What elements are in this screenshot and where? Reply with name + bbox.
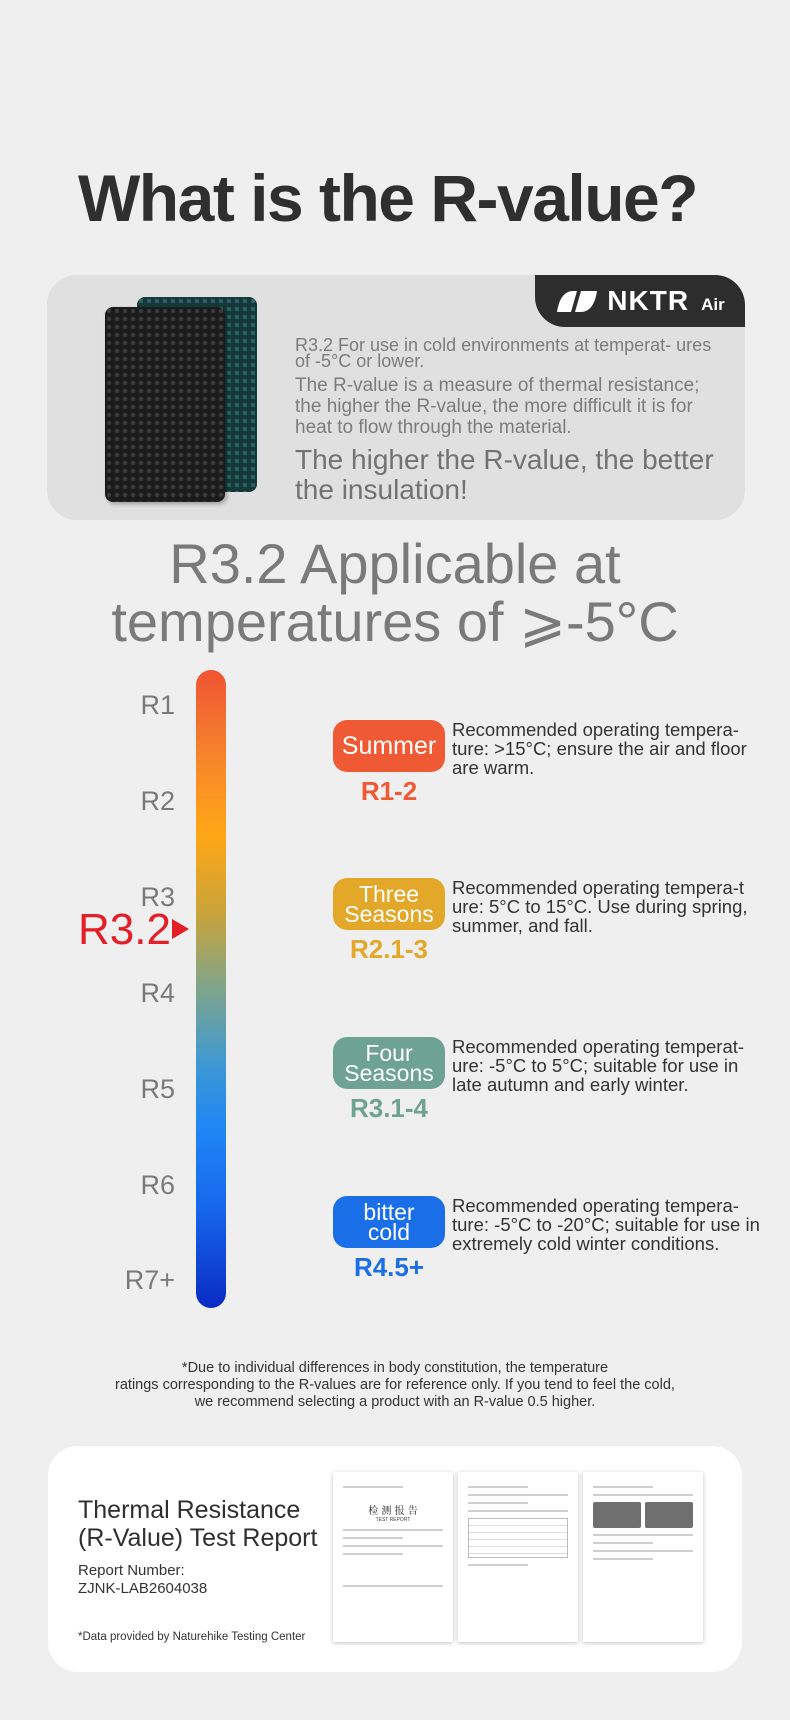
headline-line1: R3.2 Applicable at — [169, 532, 621, 595]
headline-line2: temperatures of ⩾-5°C — [111, 590, 679, 653]
r-scale-label: R5 — [140, 1074, 175, 1104]
report-page-table — [458, 1472, 578, 1642]
brand-suffix: Air — [701, 295, 725, 314]
headline — [0, 532, 790, 653]
category-badge: Three Seasons — [333, 878, 445, 930]
doc-header-line — [593, 1486, 653, 1488]
category-description: Recommended operating tempera- ture: -5°C to -20°C; suitable for use in extremely cold winter conditions. — [452, 1195, 760, 1254]
info-card — [47, 275, 745, 520]
page-title: What is the R-value? — [78, 161, 698, 235]
info-r32-note: R3.2 For use in cold environments at temperat- ures of -5°C or lower. — [295, 335, 712, 371]
r-scale-label: R6 — [140, 1170, 175, 1200]
brand-tab — [535, 275, 745, 327]
report-number: ZJNK-LAB2604038 — [78, 1580, 208, 1597]
category-description: Recommended operating tempera- ture: >15°C; ensure the air and floor are warm. — [452, 719, 747, 778]
report-page-cover — [333, 1472, 453, 1642]
category-range: R4.5+ — [353, 1252, 425, 1282]
doc-subtitle: TEST REPORT — [375, 1517, 411, 1523]
doc-photos — [593, 1502, 693, 1528]
doc-text-line — [593, 1550, 693, 1552]
report-title-line1: Thermal Resistance — [78, 1496, 301, 1524]
brand-logo-icon — [555, 288, 599, 314]
report-number-label: Report Number: — [78, 1562, 185, 1579]
brand-name: NKTR — [607, 285, 690, 316]
footnote-line1: *Due to individual differences in body constitution, the temperature — [181, 1360, 609, 1376]
doc-text-line — [593, 1542, 653, 1544]
doc-photo — [645, 1502, 693, 1528]
r-scale-label: R2 — [140, 786, 175, 816]
doc-text-line — [468, 1564, 528, 1566]
r-scale-label: R4 — [140, 978, 175, 1008]
info-tagline: The higher the R-value, the better the insulation! — [295, 444, 714, 505]
doc-table — [468, 1518, 568, 1558]
doc-text-line — [468, 1494, 568, 1496]
category-badge: bitter cold — [333, 1196, 445, 1248]
footnote-line3: we recommend selecting a product with an R-value 0.5 higher. — [194, 1394, 596, 1410]
doc-text-line — [343, 1529, 443, 1531]
r-scale-label: R1 — [140, 690, 175, 720]
category-badge: Summer — [333, 720, 445, 772]
info-definition: The R-value is a measure of thermal resistance; the higher the R-value, the more difficult it is for heat to flow through the material. — [295, 375, 700, 438]
r-scale-label: R3 — [140, 882, 175, 912]
r-value-gradient-bar — [196, 670, 226, 1308]
category-range: R3.1-4 — [349, 1093, 429, 1123]
doc-text-line — [343, 1545, 443, 1547]
doc-header-line — [468, 1486, 528, 1488]
report-page-photos — [583, 1472, 703, 1642]
doc-text-line — [593, 1494, 693, 1496]
current-marker-icon — [172, 919, 189, 939]
mat-image-front — [105, 307, 225, 502]
doc-text-line — [593, 1558, 653, 1560]
r-scale-label: R7+ — [124, 1265, 175, 1295]
doc-photo — [593, 1502, 641, 1528]
report-credit: *Data provided by Naturehike Testing Center — [78, 1631, 306, 1643]
doc-text-line — [593, 1534, 693, 1536]
category-range: R2.1-3 — [349, 934, 429, 964]
category-description: Recommended operating temperat- ure: -5°C to 5°C; suitable for use in late autumn and early winter. — [452, 1036, 745, 1095]
doc-header-line — [343, 1486, 403, 1488]
footnote — [0, 1360, 790, 1411]
doc-text-line — [343, 1553, 403, 1555]
category-range: R1-2 — [360, 776, 418, 806]
category-description: Recommended operating tempera-t ure: 5°C to 15°C. Use during spring, summer, and fall. — [452, 877, 748, 936]
doc-text-line — [468, 1510, 568, 1512]
doc-text-line — [343, 1585, 443, 1587]
report-card — [48, 1446, 742, 1672]
doc-text-line — [468, 1502, 528, 1504]
report-title-line2: (R-Value) Test Report — [78, 1524, 318, 1552]
footnote-line2: ratings corresponding to the R-values are for reference only. If you tend to feel the cold, — [115, 1377, 675, 1393]
current-r-value: R3.2 — [78, 905, 171, 954]
doc-text-line — [343, 1537, 403, 1539]
category-badge: Four Seasons — [333, 1037, 445, 1089]
report-title — [78, 1496, 317, 1552]
doc-title: 检 测 报 告 — [368, 1506, 418, 1517]
